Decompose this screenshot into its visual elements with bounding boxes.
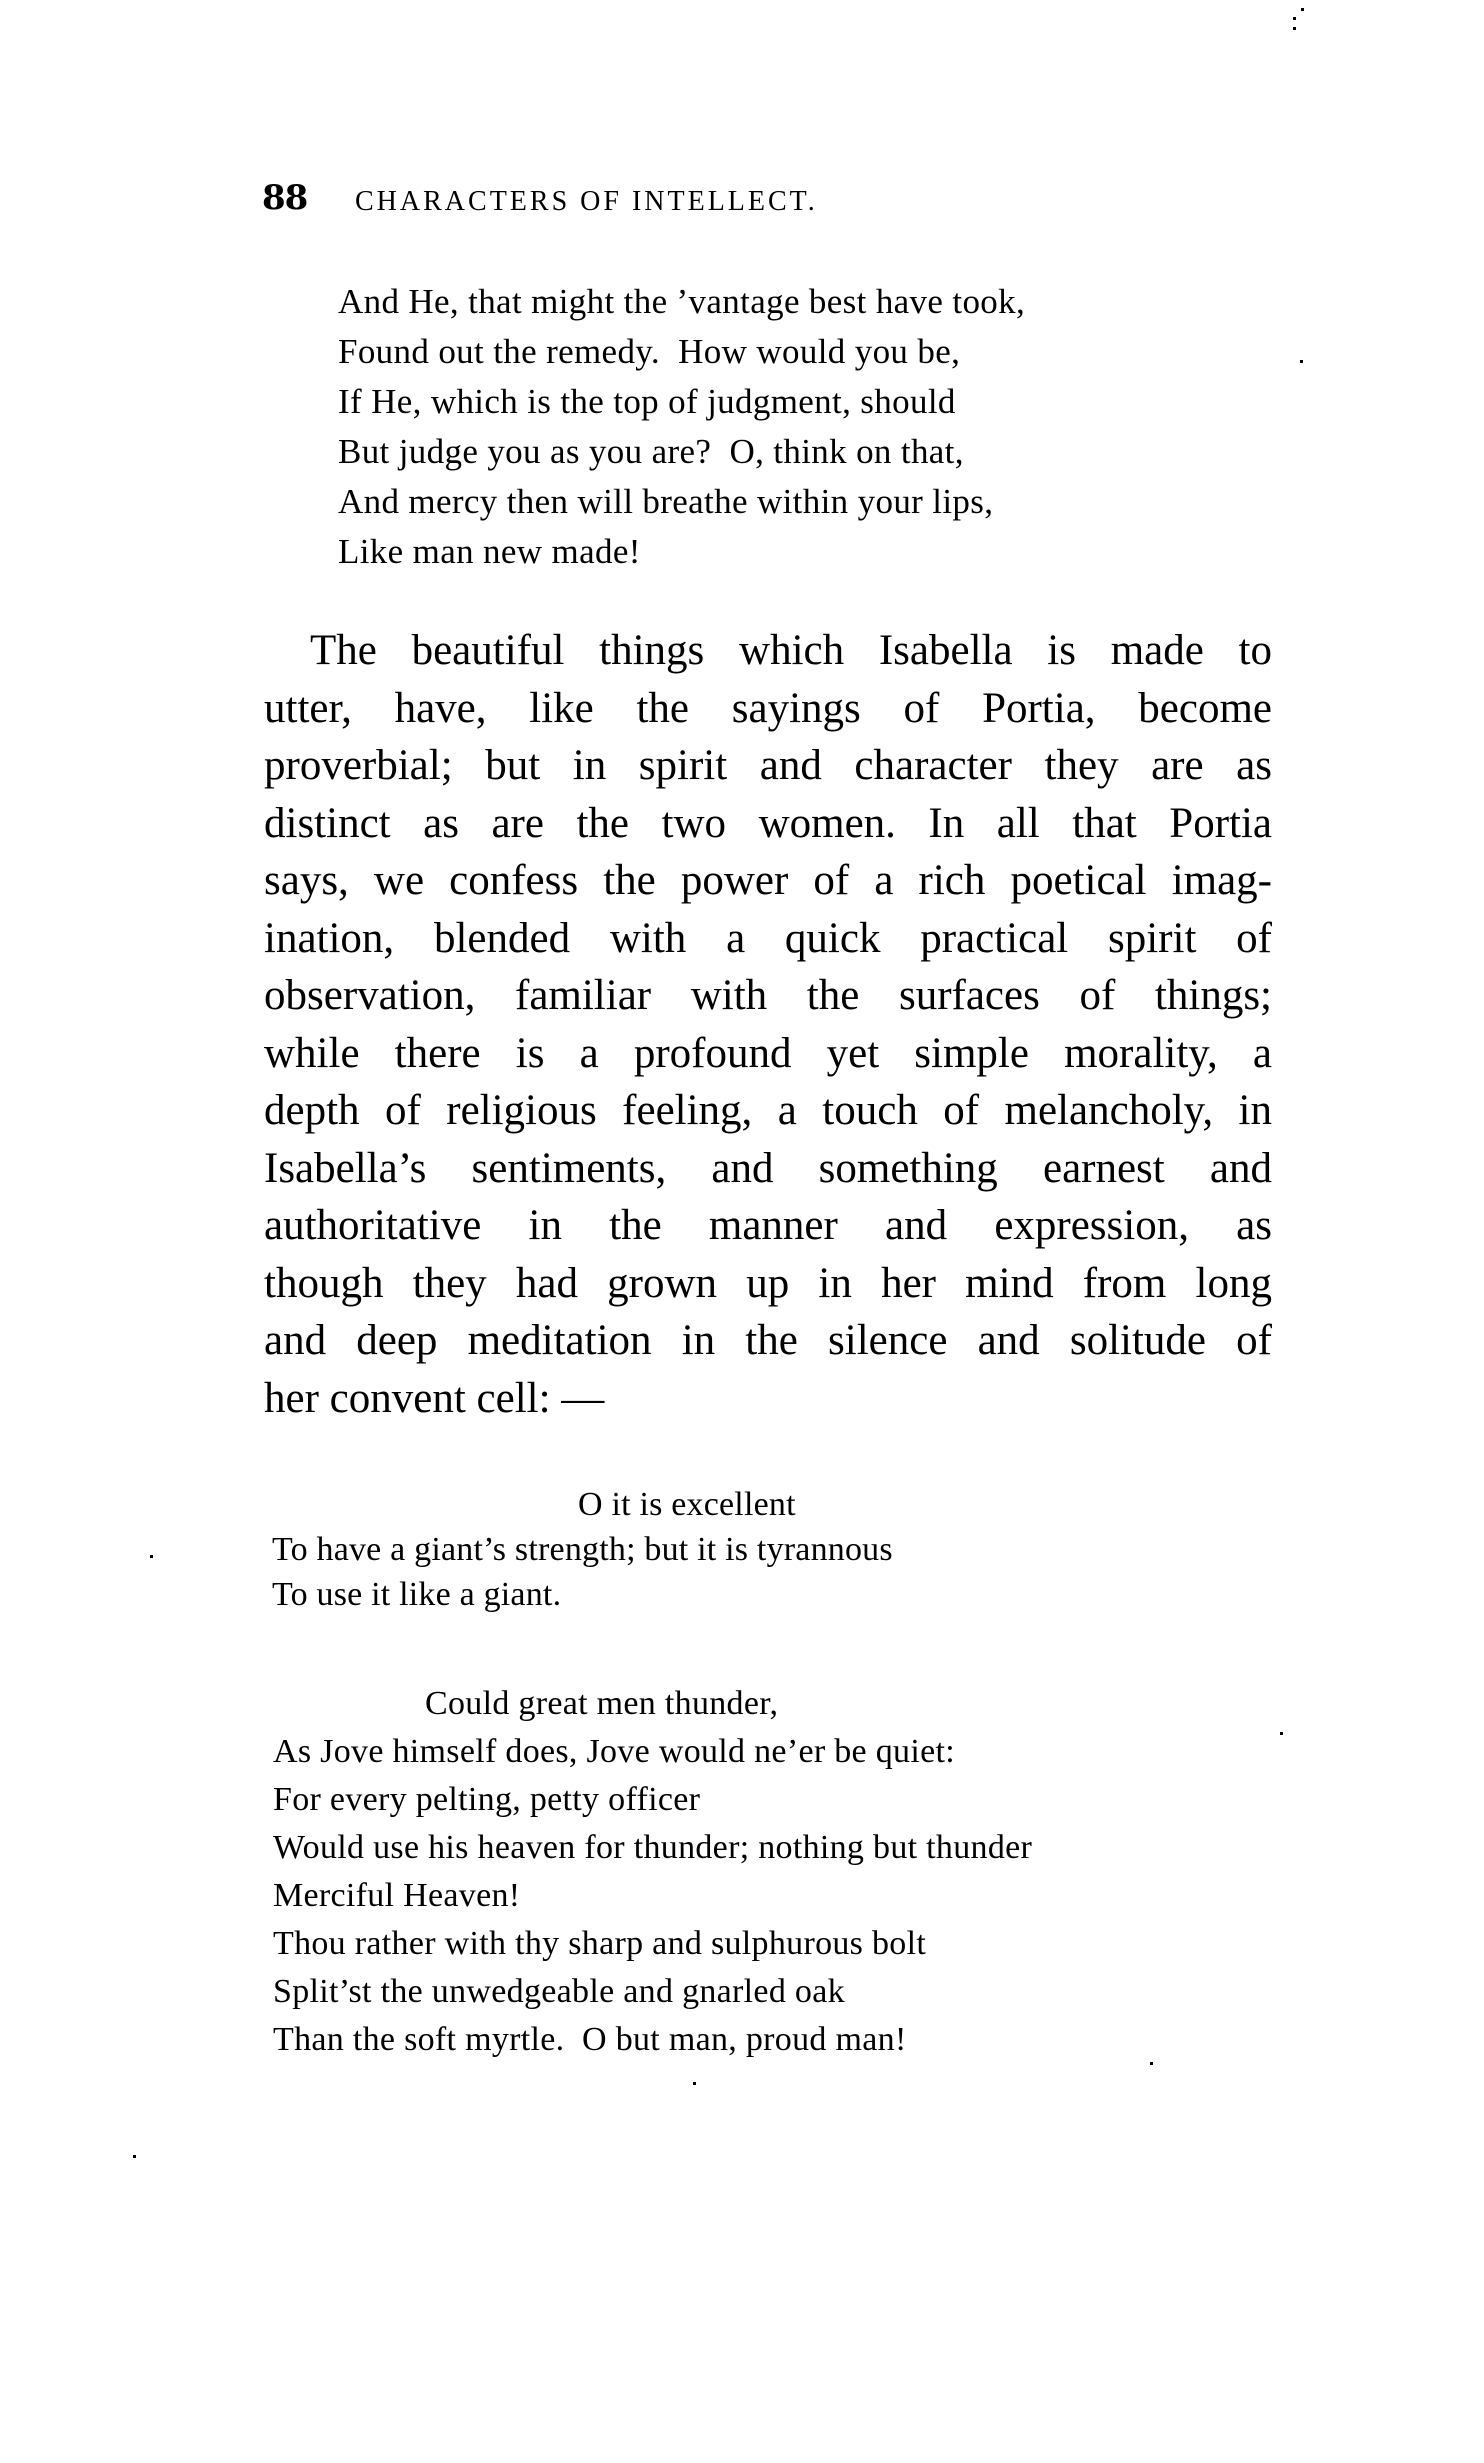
paragraph-line: though they had grown up in her mind from long [264, 1259, 1272, 1307]
verse-line: But judge you as you are? O, think on that, [338, 432, 964, 471]
verse-line: Merciful Heaven! [273, 1877, 521, 1914]
verse-line: O it is excellent [578, 1486, 796, 1523]
page-number: 88 [262, 178, 308, 218]
paragraph-line: authoritative in the manner and expression, as [264, 1202, 1272, 1249]
scan-speck [133, 2155, 136, 2158]
verse-line: And mercy then will breathe within your lips, [338, 482, 994, 521]
verse-line: To have a giant’s strength; but it is tyrannous [272, 1531, 893, 1568]
paragraph-line: and deep meditation in the silence and solitude of [264, 1317, 1272, 1364]
scan-speck [1293, 27, 1296, 30]
verse-line: Could great men thunder, [425, 1685, 779, 1722]
paragraph-line: distinct as are the two women. In all that Portia [264, 799, 1272, 847]
paragraph-line: The beautiful things which Isabella is made to [310, 627, 1272, 674]
scan-speck [693, 2082, 696, 2085]
verse-line: As Jove himself does, Jove would ne’er be quiet: [273, 1733, 955, 1770]
verse-line: Split’st the unwedgeable and gnarled oak [273, 1973, 845, 2010]
paragraph-line: utter, have, like the sayings of Portia, become [264, 684, 1272, 732]
paragraph-line: says, we confess the power of a rich poetical imag- [264, 857, 1272, 904]
scan-speck [1301, 8, 1304, 11]
verse-line: Like man new made! [338, 532, 641, 571]
paragraph-line: observation, familiar with the surfaces of things; [264, 972, 1272, 1019]
paragraph-line: ination, blended with a quick practical spirit of [264, 914, 1272, 962]
paragraph-line: while there is a profound yet simple morality, a [264, 1029, 1272, 1077]
paragraph-line: proverbial; but in spirit and character they are as [264, 742, 1272, 789]
verse-line: For every pelting, petty officer [273, 1781, 701, 1818]
scan-speck [1150, 2062, 1153, 2065]
verse-quotation-3 [273, 1685, 1033, 2065]
verse-line: And He, that might the ’vantage best have took, [338, 282, 1026, 321]
verse-line: Thou rather with thy sharp and sulphurous bolt [273, 1925, 927, 1962]
verse-quotation-2 [272, 1486, 893, 1676]
paragraph-line: depth of religious feeling, a touch of melancholy, in [264, 1087, 1272, 1134]
scan-speck [1280, 1732, 1283, 1735]
verse-line: To use it like a giant. [272, 1576, 562, 1613]
paragraph-line: Isabella’s sentiments, and something earnest and [264, 1144, 1272, 1192]
paragraph-line: her convent cell: — [264, 1374, 605, 1422]
scan-speck [1293, 17, 1296, 20]
verse-line: If He, which is the top of judgment, should [338, 382, 956, 421]
verse-line: Would use his heaven for thunder; nothing but thunder [273, 1829, 1033, 1866]
scan-speck [1300, 360, 1303, 363]
scan-speck [150, 1555, 153, 1558]
verse-quotation-1 [338, 282, 1026, 602]
verse-line: Found out the remedy. How would you be, [338, 332, 961, 371]
running-title: CHARACTERS OF INTELLECT. [355, 186, 818, 217]
verse-line: Than the soft myrtle. O but man, proud man! [273, 2021, 907, 2058]
